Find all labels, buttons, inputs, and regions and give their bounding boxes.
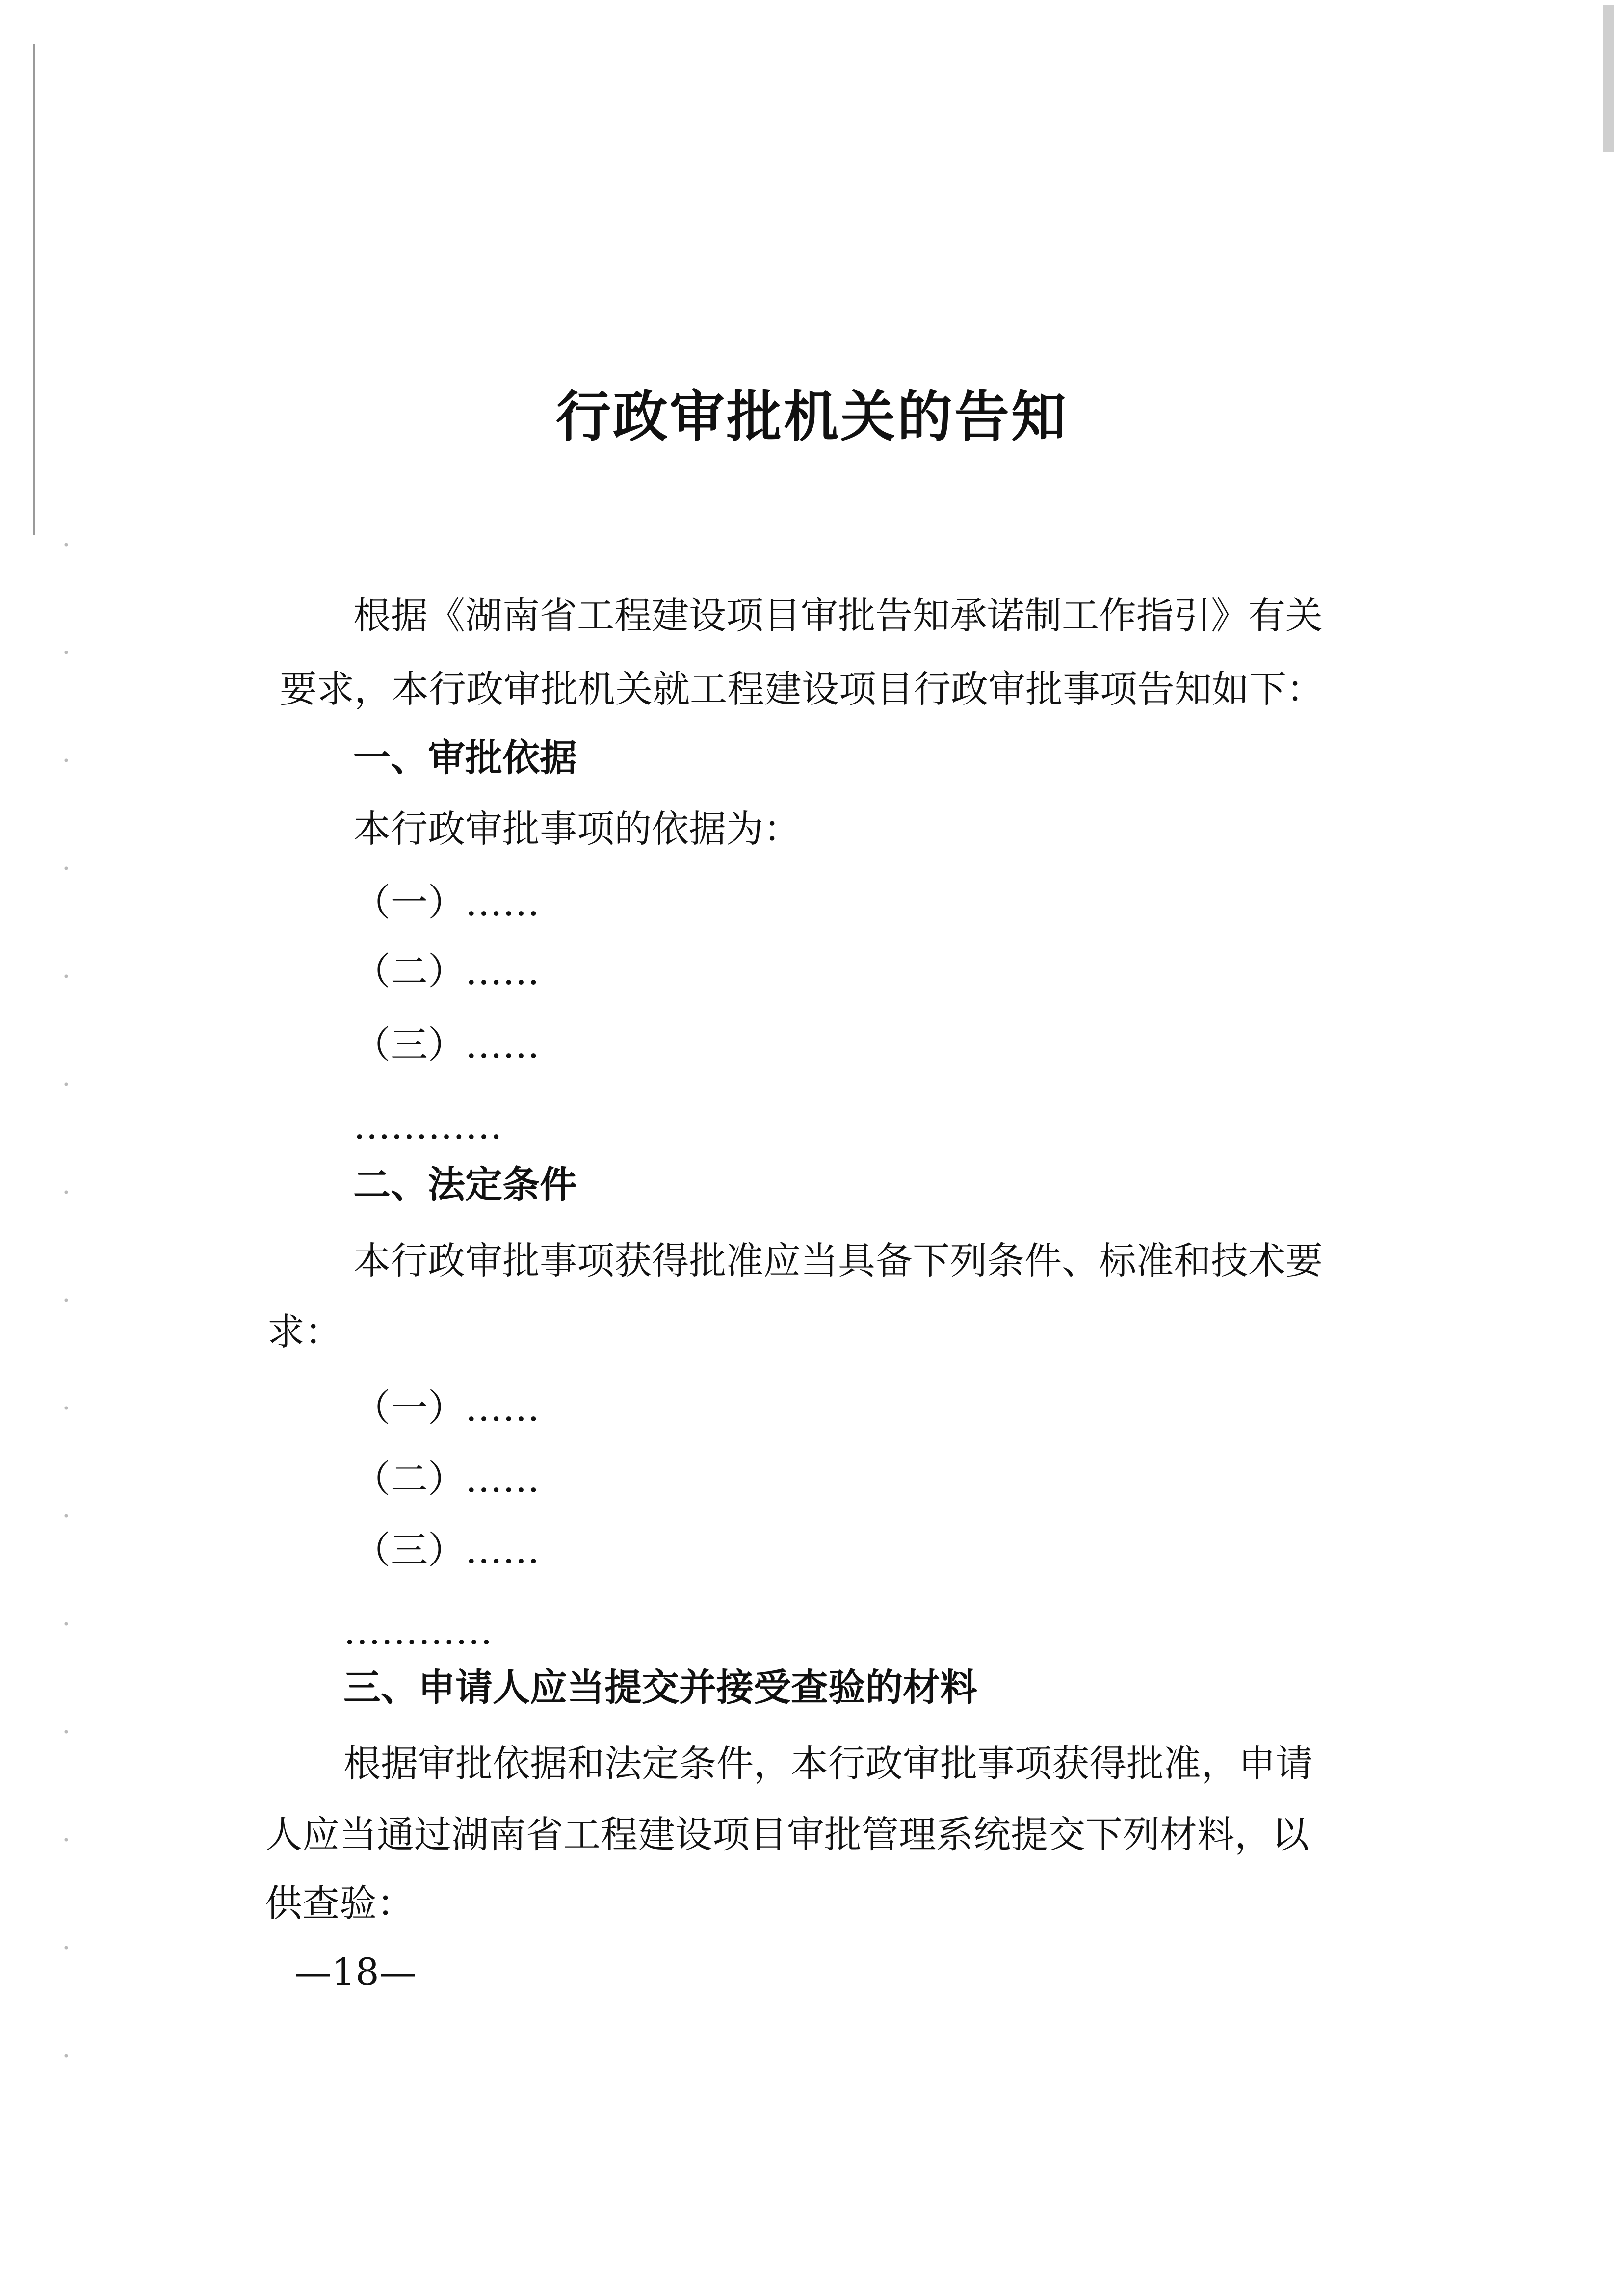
section-1-heading: 一、审批依据	[353, 736, 577, 780]
scan-edge-line	[33, 44, 35, 535]
section-2-item-1: （一）……	[353, 1386, 540, 1430]
page-number: —18—	[294, 1950, 417, 1994]
section-2-more: …………	[343, 1609, 493, 1653]
section-1-item-1: （一）……	[353, 881, 540, 924]
section-1-more: …………	[353, 1104, 502, 1147]
section-3-heading: 三、申请人应当提交并接受查验的材料	[343, 1666, 977, 1709]
scan-corner-mark	[1603, 5, 1614, 152]
scan-edge-dots	[64, 491, 69, 2060]
section-3-desc-line-1: 根据审批依据和法定条件，本行政审批事项获得批准，申请	[343, 1742, 1313, 1785]
section-2-desc-line-2: 求：	[267, 1310, 342, 1354]
section-2-desc-line-1: 本行政审批事项获得批准应当具备下列条件、标准和技术要	[353, 1239, 1323, 1282]
intro-line-1: 根据《湖南省工程建设项目审批告知承诺制工作指引》有关	[353, 594, 1323, 637]
section-2-heading: 二、法定条件	[353, 1163, 577, 1206]
section-3-desc-line-2: 人应当通过湖南省工程建设项目审批管理系统提交下列材料，以	[265, 1813, 1309, 1856]
section-1-desc: 本行政审批事项的依据为：	[353, 807, 801, 851]
section-2-item-2: （二）……	[353, 1457, 540, 1501]
section-3-desc-line-3: 供查验：	[265, 1881, 414, 1925]
section-1-item-2: （二）……	[353, 949, 540, 993]
document-title: 行政审批机关的告知	[556, 385, 1068, 449]
section-1-item-3: （三）……	[353, 1023, 540, 1067]
section-2-item-3: （三）……	[353, 1528, 540, 1572]
intro-line-2: 要求，本行政审批机关就工程建设项目行政审批事项告知如下：	[280, 667, 1324, 711]
